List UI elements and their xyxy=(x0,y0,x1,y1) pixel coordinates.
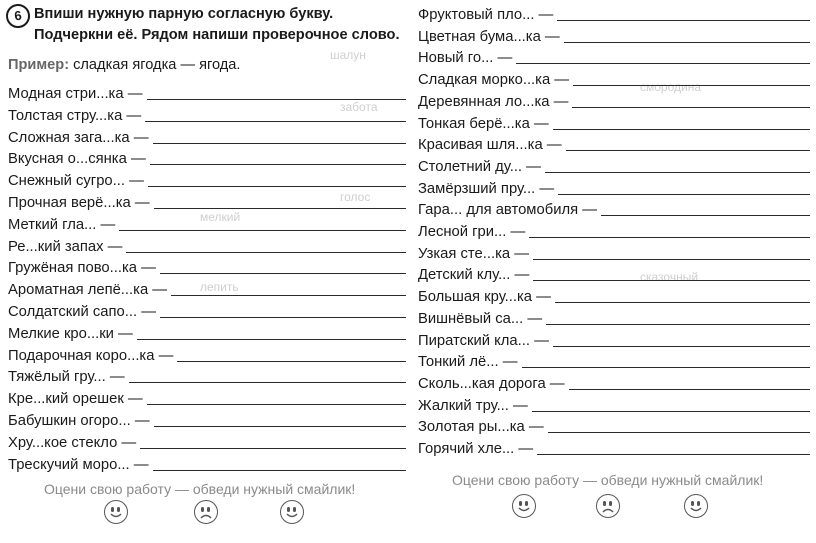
exercise-phrase: Гара... для автомобиля — xyxy=(418,202,598,219)
exercise-row xyxy=(8,277,406,299)
exercise-row xyxy=(8,408,406,430)
exercise-phrase: Фруктовый пло... — xyxy=(418,7,554,23)
exercise-phrase: Гружёная пово...ка — xyxy=(8,260,156,277)
exercise-phrase: Пиратский кла... — xyxy=(418,332,549,349)
exercise-phrase: Кре...кий орешек — xyxy=(8,391,143,408)
answer-line[interactable] xyxy=(522,366,810,368)
answer-line[interactable] xyxy=(171,294,406,296)
exercise-row xyxy=(418,176,810,198)
answer-line[interactable] xyxy=(145,120,406,122)
exercise-row xyxy=(418,393,810,415)
answer-line[interactable] xyxy=(555,301,810,303)
exercise-phrase: Новый го... — xyxy=(418,50,513,67)
exercise-phrase: Вкусная о...сянка — xyxy=(8,151,146,168)
exercise-row xyxy=(8,168,406,190)
answer-line[interactable] xyxy=(160,316,406,318)
answer-line[interactable] xyxy=(154,207,406,209)
exercise-phrase: Детский клу... — xyxy=(418,267,530,284)
answer-line[interactable] xyxy=(557,19,810,21)
bleed-through-text: смородина xyxy=(640,80,702,94)
exercise-phrase: Бабушкин огоро... — xyxy=(8,413,150,429)
answer-line[interactable] xyxy=(553,345,810,347)
answer-line[interactable] xyxy=(154,425,406,427)
bleed-through-text: мелкий xyxy=(200,210,241,224)
exercise-phrase: Золотая ры...ка — xyxy=(418,419,544,436)
bleed-through-text: лепить xyxy=(200,280,239,294)
exercise-phrase: Узкая сте...ка — xyxy=(418,245,530,262)
happy-smiley-icon[interactable] xyxy=(512,494,536,518)
exercise-phrase: Лесной гри... — xyxy=(418,224,526,240)
exercise-row xyxy=(418,241,810,263)
task-number-badge: 6 xyxy=(4,2,31,29)
answer-line[interactable] xyxy=(532,410,810,412)
exercise-row xyxy=(418,89,810,111)
exercise-phrase: Снежный сугро... — xyxy=(8,173,144,190)
answer-line[interactable] xyxy=(553,128,810,130)
exercise-row xyxy=(418,45,810,67)
answer-line[interactable] xyxy=(153,142,406,144)
exercise-phrase: Цветная бума...ка — xyxy=(418,28,560,45)
exercise-row xyxy=(418,67,810,89)
exercise-row xyxy=(8,190,406,212)
answer-line[interactable] xyxy=(572,106,810,108)
happy-smiley-icon[interactable] xyxy=(684,494,708,518)
exercise-phrase: Столетний ду... — xyxy=(418,158,541,175)
answer-line[interactable] xyxy=(147,403,406,405)
answer-line[interactable] xyxy=(533,279,810,281)
exercise-phrase: Трескучий моро... — xyxy=(8,456,149,473)
answer-line[interactable] xyxy=(153,469,406,471)
answer-line[interactable] xyxy=(546,323,810,325)
exercise-row xyxy=(8,255,406,277)
exercise-row xyxy=(8,343,406,365)
exercise-row xyxy=(8,146,406,168)
answer-line[interactable] xyxy=(150,163,406,165)
sad-smiley-icon[interactable] xyxy=(194,500,218,524)
bleed-through-text: голос xyxy=(340,190,371,204)
exercise-phrase: Подарочная коро...ка — xyxy=(8,347,174,364)
bleed-through-text: шалун xyxy=(330,48,366,62)
exercise-row xyxy=(418,197,810,219)
exercise-phrase: Хру...кое стекло — xyxy=(8,434,137,451)
exercise-row xyxy=(8,81,406,103)
answer-line[interactable] xyxy=(537,453,810,455)
exercise-phrase: Красивая шля...ка — xyxy=(418,137,562,154)
answer-line[interactable] xyxy=(516,62,810,64)
exercise-phrase: Солдатский сапо... — xyxy=(8,304,156,320)
answer-line[interactable] xyxy=(566,149,810,151)
exercise-row xyxy=(8,212,406,234)
answer-line[interactable] xyxy=(573,84,810,86)
exercise-phrase: Горячий хле... — xyxy=(418,441,534,457)
exercise-phrase: Вишнёвый са... — xyxy=(418,310,543,327)
exercise-phrase: Сладкая морко...ка — xyxy=(418,72,570,89)
exercise-phrase: Модная стри...ка — xyxy=(8,86,143,102)
exercise-phrase: Сколь...кая дорога — xyxy=(418,375,565,392)
exercise-row xyxy=(418,284,810,306)
exercise-row xyxy=(418,219,810,241)
exercise-phrase: Прочная верё...ка — xyxy=(8,195,150,211)
exercise-row xyxy=(8,430,406,452)
exercise-row xyxy=(8,452,406,474)
answer-line[interactable] xyxy=(564,41,810,43)
exercise-row xyxy=(418,349,810,371)
answer-line[interactable] xyxy=(140,447,406,449)
exercise-phrase: Тяжёлый гру... — xyxy=(8,369,125,386)
exercise-row xyxy=(8,386,406,408)
exercise-phrase: Мелкие кро...ки — xyxy=(8,325,133,342)
exercise-phrase: Ароматная лепё...ка — xyxy=(8,282,168,299)
exercise-phrase: Тонкий лё... — xyxy=(418,354,518,371)
exercise-phrase: Толстая стру...ка — xyxy=(8,107,142,124)
answer-line[interactable] xyxy=(569,388,810,390)
exercise-row xyxy=(418,132,810,154)
exercise-phrase: Жалкий тру... — xyxy=(418,397,528,414)
footer-left: Оцени свою работу — обведи нужный смайлик! xyxy=(44,481,356,497)
exercise-row xyxy=(418,154,810,176)
exercise-phrase: Ре...кий запах — xyxy=(8,238,123,255)
example xyxy=(8,57,240,73)
bleed-through-text: забота xyxy=(340,100,378,114)
answer-line[interactable] xyxy=(548,431,810,433)
exercise-row xyxy=(418,111,810,133)
exercise-phrase: Меткий гла... — xyxy=(8,216,116,233)
exercise-row xyxy=(8,103,406,125)
exercise-row xyxy=(8,234,406,256)
example-text: сладкая ягодка — ягода. xyxy=(73,57,241,73)
answer-line[interactable] xyxy=(558,193,810,195)
happy-smiley-icon[interactable] xyxy=(280,500,304,524)
answer-line[interactable] xyxy=(529,236,810,238)
exercise-row xyxy=(418,414,810,436)
exercise-row xyxy=(418,306,810,328)
answer-line[interactable] xyxy=(601,214,810,216)
answer-line[interactable] xyxy=(129,381,406,383)
answer-line[interactable] xyxy=(119,229,406,231)
exercise-phrase: Тонкая берё...ка — xyxy=(418,115,549,132)
exercise-row xyxy=(8,125,406,147)
exercise-phrase: Деревянная ло...ка — xyxy=(418,93,569,110)
answer-line[interactable] xyxy=(137,338,406,340)
exercise-phrase: Замёрзший пру... — xyxy=(418,180,555,197)
answer-line[interactable] xyxy=(147,98,407,100)
answer-line[interactable] xyxy=(533,258,810,260)
exercise-row xyxy=(418,262,810,284)
footer-right: Оцени свою работу — обведи нужный смайлик! xyxy=(452,472,764,488)
exercise-row xyxy=(418,24,810,46)
example-label: Пример: xyxy=(8,57,70,73)
exercise-row xyxy=(8,364,406,386)
exercise-row xyxy=(418,371,810,393)
happy-smiley-icon[interactable] xyxy=(104,500,128,524)
exercise-row xyxy=(418,2,810,24)
exercise-row xyxy=(8,299,406,321)
exercise-row xyxy=(418,436,810,458)
task-instruction: Впиши нужную парную согласную букву. Подчеркни её. Рядом напиши проверочное слово. xyxy=(34,6,400,43)
answer-line[interactable] xyxy=(545,171,810,173)
exercise-row xyxy=(8,321,406,343)
exercise-phrase: Сложная зага...ка — xyxy=(8,129,149,146)
answer-line[interactable] xyxy=(160,272,406,274)
answer-line[interactable] xyxy=(177,360,406,362)
exercise-phrase: Большая кру...ка — xyxy=(418,289,551,306)
exercise-row xyxy=(418,328,810,350)
sad-smiley-icon[interactable] xyxy=(596,494,620,518)
answer-line[interactable] xyxy=(126,251,406,253)
answer-line[interactable] xyxy=(148,185,406,187)
bleed-through-text: сказочный xyxy=(640,270,699,284)
